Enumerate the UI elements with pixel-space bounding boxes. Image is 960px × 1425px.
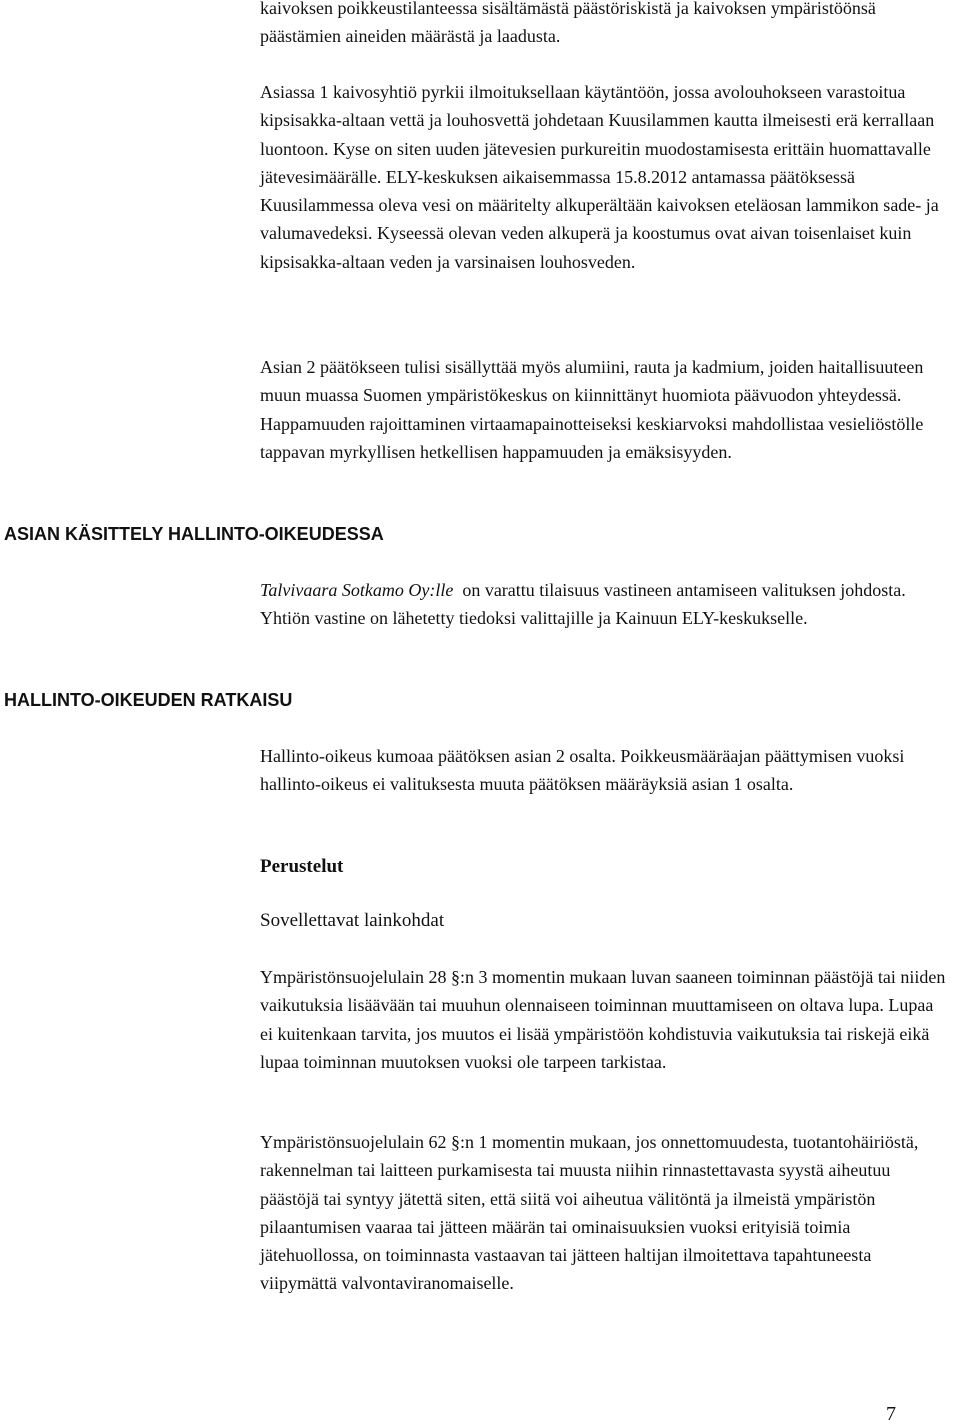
paragraph-ratkaisu: Hallinto-oikeus kumoaa päätöksen asian 2 osalta. Poikkeusmääräajan päättymisen vuoksi hallinto-oikeus ei valituksesta muuta päätöksen määräyksiä asian 1 osalta. xyxy=(260,746,905,795)
heading-perustelut: Perustelut xyxy=(260,856,344,877)
paragraph-asia-1: Asiassa 1 kaivosyhtiö pyrkii ilmoituksellaan käytäntöön, jossa avolouhokseen varastoitua kipsisakka-altaan vettä ja louhosvettä johdetaan Kuusilammen kautta ilmeisesti erä kerrallaan luontoon. Kyse on siten uuden jätevesien purkureitin muodostamisesta erittäin huomattavalle jätevesimäärälle. ELY-keskuksen aikaisemmassa 15.8.2012 antamassa päätöksessä Kuusilammessa oleva vesi on määritelty alkuperältään kaivoksen eteläosan lammikon sade- ja valumavedeksi. Kyseessä olevan veden alkuperä ja koostumus ovat aivan toisenlaiset kuin kipsisakka-altaan veden ja varsinaisen louhosveden. xyxy=(260,82,939,272)
side-heading-asian-kasittely: ASIAN KÄSITTELY HALLINTO-OIKEUDESSA xyxy=(4,524,384,544)
paragraph-ysl-28: Ympäristönsuojelulain 28 §:n 3 momentin mukaan luvan saaneen toiminnan päästöjä tai niiden vaikutuksia lisäävään tai muuhun olennaiseen toiminnan muuttamiseen on oltava lupa. Lupaa ei kuitenkaan tarvita, jos muutos ei lisää ympäristöön kohdistuvia vaikutuksia tai riskejä eikä lupaa toiminnan muutoksen vuoksi ole tarpeen tarkistaa. xyxy=(260,967,946,1072)
company-name: Talvivaara Sotkamo Oy:lle xyxy=(260,580,454,600)
paragraph-vastine-text: on varattu tilaisuus vastineen antamiseen valituksen johdosta. Yhtiön vastine on lähetetty tiedoksi valittajille ja Kainuun ELY-keskukselle. xyxy=(260,580,910,629)
page-number: 7 xyxy=(886,1403,896,1425)
paragraph-ysl-62: Ympäristönsuojelulain 62 §:n 1 momentin mukaan, jos onnettomuudesta, tuotantohäiriöstä, rakennelman tai laitteen purkamisesta tai muusta niihin rinnastettavasta syystä aiheutuu päästöjä tai syntyy jätettä siten, että siitä voi aiheutua välitöntä ja ilmeistä ympäristön pilaantumisen vaaraa tai jätteen määrän tai ominaisuuksien vuoksi erityisiä toimia jätehuollossa, on toiminnasta vastaavan tai jätteen haltijan ilmoitettava tapahtuneesta viipymättä valvontaviranomaiselle. xyxy=(260,1132,919,1294)
paragraph-asia-2: Asian 2 päätökseen tulisi sisällyttää myös alumiini, rauta ja kadmium, joiden haitallisuuteen muun muassa Suomen ympäristökeskus on kiinnittänyt huomiota päävuodon yhteydessä. Happamuuden rajoittaminen virtaamapainotteiseksi keskiarvoksi mahdollistaa vesieliöstölle tappavan myrkyllisen hetkellisen happamuuden ja emäksisyyden. xyxy=(260,357,924,462)
paragraph-intro-continuation: kaivoksen poikkeustilanteessa sisältämästä päästöriskistä ja kaivoksen ympäristöönsä päästämien aineiden määrästä ja laadusta. xyxy=(260,0,876,47)
side-heading-ratkaisu: HALLINTO-OIKEUDEN RATKAISU xyxy=(4,690,293,710)
paragraph-vastine xyxy=(260,576,950,633)
heading-sovellettavat-lainkohdat: Sovellettavat lainkohdat xyxy=(260,910,445,931)
